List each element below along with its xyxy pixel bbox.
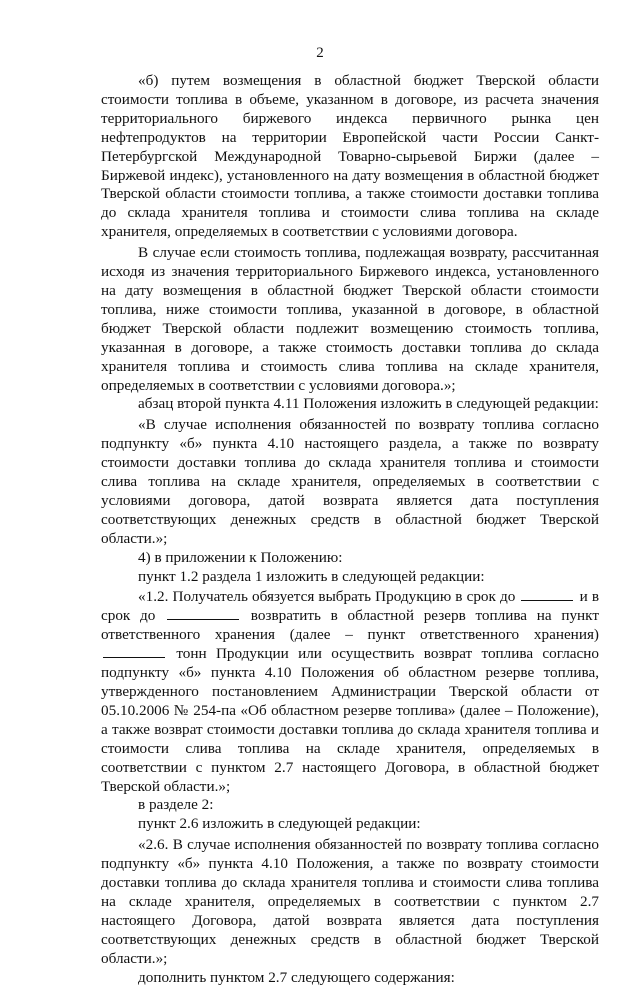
paragraph-amend-2-6: пункт 2.6 изложить в следующей редакции: [138,815,421,833]
clause-1-2-part2: и в срок до [101,588,599,625]
paragraph-amend-1-2: пункт 1.2 раздела 1 изложить в следующей редакции: [138,567,485,585]
paragraph-subpoint-b: «б) путем возмещения в областной бюджет Тверской области стоимости топлива в объеме, указанном в договоре, из расчета значения территориального биржевого индекса первичного рынка цен нефтепродуктов на территории Европейской части России Санкт-Петербургской Международной Товарно-сырьевой Биржи (далее – Биржевой индекс), установленного на дату возмещения в областной бюджет Тверской области стоимости топлива, а также стоимости доставки топлива до склада хранителя топлива и стоимости слива топлива на складе хранителя, определяемых в соответствии с условиями договора. [101,72,599,241]
clause-1-2-part1: «1.2. Получатель обязуется выбрать Продукцию в срок до [138,588,516,606]
paragraph-amend-4-11: абзац второй пункта 4.11 Положения изложить в следующей редакции: [138,395,599,413]
tonnage-blank [103,656,165,658]
paragraph-appendix: 4) в приложении к Положению: [138,548,343,566]
paragraph-clause-2-6: «2.6. В случае исполнения обязанностей по возврату топлива согласно подпункту «б» пункта 4.10 Положения, а также по возврату стоимости доставки топлива до склада хранителя топлива и стоимости слива топлива на складе хранителя, определяемых в соответствии с пунктом 2.7 настоящего Договора, датой возврата является дата поступления соответствующих денежных средств в областной бюджет Тверской области.»; [101,836,599,967]
date-blank-2 [167,618,239,620]
paragraph-clause-1-2 [101,588,599,796]
date-blank-1 [521,599,573,601]
paragraph-add-2-7: дополнить пунктом 2.7 следующего содержания: [138,968,455,986]
page-number: 2 [316,45,324,61]
clause-1-2-part3: возвратить в областной резерв топлива на пункт ответственного хранения (далее – пункт ответственного хранения) [101,607,599,644]
clause-1-2-part4: тонн Продукции или осуществить возврат топлива согласно подпункту «б» пункта 4.10 Положения об областном резерве топлива, утвержденного постановлением Администрации Тверской области от 05.10.2006 № 254-па «Об областном резерве топлива» (далее – Положение), а также возврат стоимости доставки топлива до склада хранителя топлива и стоимости слива топлива на складе хранителя, определяемых в соответствии с пунктом 2.7 настоящего Договора, в областной бюджет Тверской области.»; [101,645,599,795]
paragraph-return-obligations: «В случае исполнения обязанностей по возврату топлива согласно подпункту «б» пункта 4.10 настоящего раздела, а также по возврату стоимости доставки топлива до склада хранителя топлива и стоимости слива топлива на складе хранителя, определяемых в соответствии с условиями договора, датой возврата является дата поступления соответствующих денежных средств в областной бюджет Тверской области.»; [101,416,599,547]
document-body [101,72,599,988]
paragraph-price-case: В случае если стоимость топлива, подлежащая возврату, рассчитанная исходя из значения территориального Биржевого индекса, установленного на дату возмещения в областной бюджет Тверской области стоимости топлива, ниже стоимости топлива, указанной в договоре, в областной бюджет Тверской области подлежит возмещению стоимость топлива, указанная в договоре, а также стоимость доставки топлива до склада хранителя топлива и стоимость слива топлива на складе хранителя, определяемых в соответствии с условиями договора.»; [101,244,599,394]
paragraph-section-2: в разделе 2: [138,796,214,814]
